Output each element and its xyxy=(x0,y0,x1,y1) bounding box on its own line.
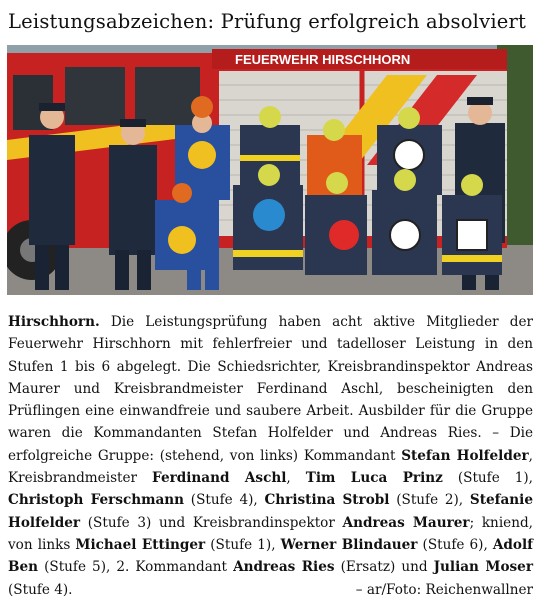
name-adolf-ben: Adolf Ben xyxy=(8,536,533,576)
body-text: , Kreisbrandmeister xyxy=(8,447,533,487)
name-stefan-holfelder: Stefan Holfelder xyxy=(401,447,529,464)
name-julian-moser: Julian Moser xyxy=(433,559,533,576)
body-text: (Stufe 6), xyxy=(417,536,493,553)
name-christina-strobl: Christina Strobl xyxy=(264,492,390,509)
body-text: (Ersatz) und xyxy=(334,559,434,576)
name-andreas-ries: Andreas Ries xyxy=(233,559,335,576)
body-text: , xyxy=(286,470,306,487)
body-text: ; kniend, von links xyxy=(8,514,533,553)
name-stefanie-holfelder: Stefanie Holfelder xyxy=(8,492,533,531)
truck-sign: FEUERWEHR HIRSCHHORN xyxy=(235,52,411,67)
body-text: Die Leistungsprüfung haben acht aktive Mitglieder der Feuerwehr Hirschhorn mit fehlerfreier und tadelloser Leistung in den Stufen 1 bis 6 abgelegt. Die Schiedsrichter, Kreisbrandinspektor Andreas Maurer und Kreisbrandmeister Ferdinand Aschl, bescheinigten den Prüflingen eine einwandfreie und saubere Arbeit. Ausbilder für die Gruppe waren die Kommandanten Stefan Holfelder und Andreas Ries. – Die erfolgreiche Gruppe: (stehend, von links) Kommandant xyxy=(8,314,533,464)
photo-credit: – ar/Foto: Reichenwallner xyxy=(355,581,533,598)
name-andreas-maurer: Andreas Maurer xyxy=(342,514,470,531)
body-text: (Stufe 3) und Kreisbrandinspektor xyxy=(80,514,343,531)
name-michael-ettinger: Michael Ettinger xyxy=(75,536,206,553)
article-text xyxy=(8,311,533,601)
name-ferdinand-aschl: Ferdinand Aschl xyxy=(152,470,287,487)
body-text: (Stufe 5), 2. Kommandant xyxy=(38,559,234,576)
dateline: Hirschhorn. xyxy=(8,314,100,330)
body-text: (Stufe 1), xyxy=(442,470,533,487)
body-text: (Stufe 4), xyxy=(184,492,265,509)
name-tim-luca-prinz: Tim Luca Prinz xyxy=(305,470,443,487)
group-photo xyxy=(7,45,533,295)
headline: Leistungsabzeichen: Prüfung erfolgreich absolviert xyxy=(8,10,527,33)
body-text: (Stufe 1), xyxy=(205,536,281,553)
name-christoph-ferschmann: Christoph Ferschmann xyxy=(8,492,185,509)
name-werner-blindauer: Werner Blindauer xyxy=(280,536,418,553)
body-text: (Stufe 4). xyxy=(8,581,73,598)
body-text: (Stufe 2), xyxy=(389,492,470,509)
